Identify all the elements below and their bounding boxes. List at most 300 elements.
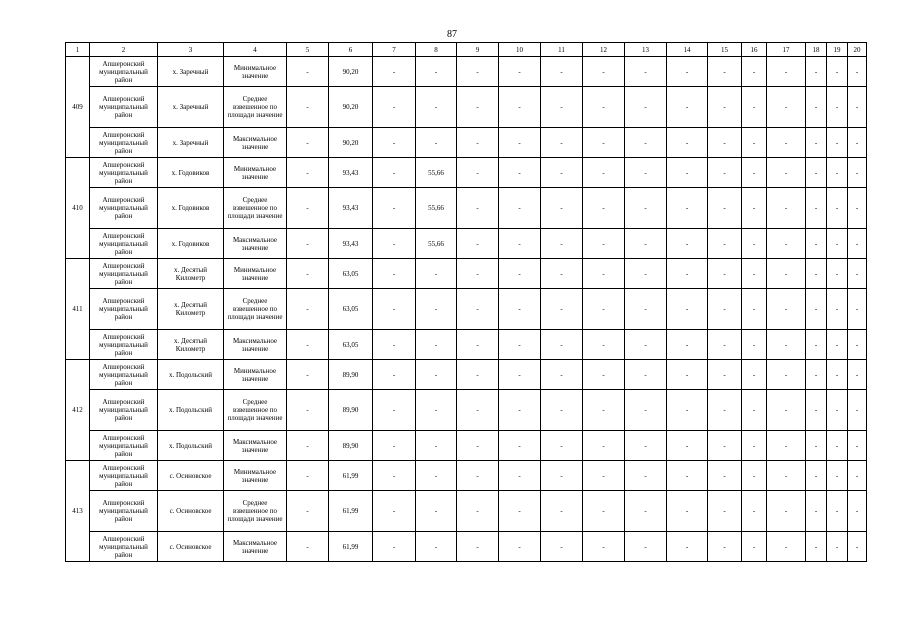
value-cell: - xyxy=(848,87,867,128)
value-cell: - xyxy=(848,491,867,532)
value-cell: - xyxy=(457,491,499,532)
value-cell: - xyxy=(767,229,806,259)
value-cell: - xyxy=(457,57,499,87)
value-type-cell: Среднее взвешенное по площади значение xyxy=(224,390,287,431)
value-cell: - xyxy=(827,289,848,330)
value-cell: - xyxy=(667,431,708,461)
value-cell: - xyxy=(583,289,625,330)
column-header: 14 xyxy=(667,43,708,57)
value-cell: - xyxy=(708,128,742,158)
value-cell: - xyxy=(457,289,499,330)
value-cell: - xyxy=(583,532,625,562)
table-row xyxy=(66,289,867,330)
value-cell: - xyxy=(742,360,767,390)
district-cell: Апшеронский муниципальный район xyxy=(90,57,158,87)
value-cell: - xyxy=(457,128,499,158)
column-header: 4 xyxy=(224,43,287,57)
value-cell: - xyxy=(499,229,541,259)
value-cell: - xyxy=(457,259,499,289)
value-cell: - xyxy=(583,259,625,289)
value-cell: - xyxy=(708,491,742,532)
value-cell: - xyxy=(667,491,708,532)
value-cell: - xyxy=(667,390,708,431)
value-cell: - xyxy=(848,461,867,491)
value-cell: - xyxy=(708,360,742,390)
district-cell: Апшеронский муниципальный район xyxy=(90,390,158,431)
column-header: 20 xyxy=(848,43,867,57)
value-cell: - xyxy=(625,360,667,390)
value-cell: - xyxy=(806,491,827,532)
table-row xyxy=(66,57,867,87)
value-cell: - xyxy=(373,289,416,330)
value-cell: - xyxy=(457,390,499,431)
value-cell: - xyxy=(457,360,499,390)
value-cell: - xyxy=(287,259,329,289)
value-cell: - xyxy=(827,461,848,491)
value-cell: - xyxy=(499,128,541,158)
value-cell: - xyxy=(827,188,848,229)
value-cell: - xyxy=(416,87,457,128)
value-cell: - xyxy=(541,289,583,330)
table-row xyxy=(66,431,867,461)
column-header: 19 xyxy=(827,43,848,57)
value-cell: - xyxy=(583,330,625,360)
value-cell: - xyxy=(499,158,541,188)
value-cell: - xyxy=(827,390,848,431)
value-cell: - xyxy=(767,259,806,289)
column-header: 8 xyxy=(416,43,457,57)
value-type-cell: Максимальное значение xyxy=(224,128,287,158)
value-cell: - xyxy=(373,390,416,431)
value-cell: - xyxy=(373,259,416,289)
value-cell: - xyxy=(767,128,806,158)
value-cell: - xyxy=(541,57,583,87)
column-header: 5 xyxy=(287,43,329,57)
table-row xyxy=(66,330,867,360)
district-cell: Апшеронский муниципальный район xyxy=(90,188,158,229)
row-number-cell: 411 xyxy=(66,259,90,360)
value-cell: - xyxy=(373,57,416,87)
value-cell: - xyxy=(806,461,827,491)
value-cell: - xyxy=(708,259,742,289)
district-cell: Апшеронский муниципальный район xyxy=(90,289,158,330)
data-table xyxy=(65,42,867,562)
row-number-cell: 409 xyxy=(66,57,90,158)
value-cell: - xyxy=(767,57,806,87)
column-header: 17 xyxy=(767,43,806,57)
value-cell: - xyxy=(541,390,583,431)
settlement-cell: х. Заречный xyxy=(158,57,224,87)
value-cell: - xyxy=(742,532,767,562)
value-cell: - xyxy=(827,532,848,562)
value-type-cell: Максимальное значение xyxy=(224,431,287,461)
value-cell: - xyxy=(416,431,457,461)
value-cell: - xyxy=(708,188,742,229)
settlement-cell: х. Заречный xyxy=(158,128,224,158)
value-type-cell: Минимальное значение xyxy=(224,259,287,289)
value-cell: - xyxy=(373,188,416,229)
value-cell: - xyxy=(583,128,625,158)
value-cell: - xyxy=(499,188,541,229)
value-cell: 90,20 xyxy=(329,128,373,158)
value-cell: - xyxy=(625,57,667,87)
value-cell: - xyxy=(287,57,329,87)
row-number-cell: 410 xyxy=(66,158,90,259)
value-cell: - xyxy=(742,57,767,87)
column-header: 18 xyxy=(806,43,827,57)
column-header: 16 xyxy=(742,43,767,57)
value-type-cell: Среднее взвешенное по площади значение xyxy=(224,188,287,229)
value-cell: - xyxy=(827,57,848,87)
table-row xyxy=(66,229,867,259)
value-cell: - xyxy=(541,330,583,360)
settlement-cell: х. Десятый Километр xyxy=(158,289,224,330)
value-cell: - xyxy=(742,390,767,431)
value-cell: - xyxy=(499,431,541,461)
value-cell: - xyxy=(767,330,806,360)
page-number: 87 xyxy=(447,29,457,40)
district-cell: Апшеронский муниципальный район xyxy=(90,158,158,188)
value-cell: - xyxy=(416,461,457,491)
value-cell: - xyxy=(827,330,848,360)
value-cell: - xyxy=(667,259,708,289)
value-cell: - xyxy=(667,229,708,259)
value-cell: - xyxy=(625,229,667,259)
value-cell: - xyxy=(667,188,708,229)
value-cell: - xyxy=(848,229,867,259)
table-row xyxy=(66,87,867,128)
value-cell: - xyxy=(416,289,457,330)
value-cell: - xyxy=(541,431,583,461)
value-cell: - xyxy=(848,188,867,229)
value-type-cell: Максимальное значение xyxy=(224,229,287,259)
value-cell: - xyxy=(287,158,329,188)
value-cell: 55,66 xyxy=(416,229,457,259)
value-cell: - xyxy=(806,188,827,229)
value-cell: - xyxy=(625,128,667,158)
value-cell: - xyxy=(767,431,806,461)
table-row xyxy=(66,158,867,188)
value-cell: 89,90 xyxy=(329,431,373,461)
settlement-cell: с. Осиновское xyxy=(158,461,224,491)
value-cell: - xyxy=(667,158,708,188)
value-cell: - xyxy=(708,87,742,128)
value-cell: - xyxy=(667,330,708,360)
district-cell: Апшеронский муниципальный район xyxy=(90,431,158,461)
value-cell: 63,05 xyxy=(329,289,373,330)
value-cell: - xyxy=(373,532,416,562)
header-row xyxy=(66,43,867,57)
value-cell: - xyxy=(848,431,867,461)
district-cell: Апшеронский муниципальный район xyxy=(90,491,158,532)
value-cell: - xyxy=(742,128,767,158)
table-row xyxy=(66,360,867,390)
value-cell: 55,66 xyxy=(416,188,457,229)
value-cell: - xyxy=(373,461,416,491)
value-cell: - xyxy=(806,259,827,289)
value-cell: - xyxy=(708,57,742,87)
settlement-cell: х. Десятый Километр xyxy=(158,330,224,360)
value-cell: - xyxy=(625,461,667,491)
value-cell: - xyxy=(416,491,457,532)
district-cell: Апшеронский муниципальный район xyxy=(90,360,158,390)
value-cell: - xyxy=(767,188,806,229)
value-cell: - xyxy=(499,87,541,128)
value-cell: - xyxy=(583,188,625,229)
value-cell: - xyxy=(827,128,848,158)
value-cell: - xyxy=(373,229,416,259)
value-cell: 93,43 xyxy=(329,188,373,229)
column-header: 1 xyxy=(66,43,90,57)
value-type-cell: Минимальное значение xyxy=(224,158,287,188)
value-cell: - xyxy=(667,532,708,562)
value-cell: - xyxy=(827,158,848,188)
value-cell: - xyxy=(583,158,625,188)
value-cell: - xyxy=(416,57,457,87)
value-cell: - xyxy=(583,229,625,259)
value-cell: - xyxy=(667,289,708,330)
value-cell: - xyxy=(848,259,867,289)
value-cell: - xyxy=(457,532,499,562)
value-cell: - xyxy=(767,461,806,491)
district-cell: Апшеронский муниципальный район xyxy=(90,229,158,259)
table-row xyxy=(66,390,867,431)
value-cell: - xyxy=(416,360,457,390)
value-cell: - xyxy=(667,87,708,128)
value-cell: - xyxy=(625,330,667,360)
value-cell: - xyxy=(416,259,457,289)
value-cell: - xyxy=(287,229,329,259)
value-cell: - xyxy=(583,491,625,532)
value-cell: 89,90 xyxy=(329,390,373,431)
value-cell: - xyxy=(499,491,541,532)
column-header: 15 xyxy=(708,43,742,57)
value-cell: - xyxy=(767,491,806,532)
value-type-cell: Минимальное значение xyxy=(224,360,287,390)
value-cell: - xyxy=(806,229,827,259)
value-cell: - xyxy=(287,491,329,532)
value-cell: - xyxy=(625,390,667,431)
value-cell: - xyxy=(848,57,867,87)
value-cell: - xyxy=(806,330,827,360)
value-cell: - xyxy=(708,158,742,188)
column-header: 2 xyxy=(90,43,158,57)
value-cell: - xyxy=(541,128,583,158)
value-cell: - xyxy=(848,158,867,188)
value-cell: - xyxy=(541,491,583,532)
value-cell: - xyxy=(625,532,667,562)
value-cell: - xyxy=(287,128,329,158)
value-cell: - xyxy=(827,259,848,289)
value-cell: - xyxy=(373,431,416,461)
column-header: 6 xyxy=(329,43,373,57)
value-cell: - xyxy=(848,390,867,431)
value-cell: - xyxy=(457,87,499,128)
value-cell: 61,99 xyxy=(329,532,373,562)
value-cell: - xyxy=(742,87,767,128)
value-cell: - xyxy=(499,330,541,360)
value-cell: - xyxy=(541,461,583,491)
district-cell: Апшеронский муниципальный район xyxy=(90,259,158,289)
value-cell: 61,99 xyxy=(329,491,373,532)
value-type-cell: Среднее взвешенное по площади значение xyxy=(224,289,287,330)
value-cell: - xyxy=(625,87,667,128)
settlement-cell: с. Осиновское xyxy=(158,532,224,562)
value-cell: - xyxy=(373,128,416,158)
column-header: 11 xyxy=(541,43,583,57)
value-cell: - xyxy=(767,360,806,390)
value-cell: - xyxy=(373,158,416,188)
value-cell: - xyxy=(827,431,848,461)
value-cell: - xyxy=(373,491,416,532)
column-header: 7 xyxy=(373,43,416,57)
value-type-cell: Минимальное значение xyxy=(224,57,287,87)
settlement-cell: х. Годовиков xyxy=(158,188,224,229)
column-header: 13 xyxy=(625,43,667,57)
value-cell: - xyxy=(373,87,416,128)
table-body xyxy=(66,57,867,562)
value-cell: - xyxy=(742,461,767,491)
value-cell: - xyxy=(742,491,767,532)
column-header: 9 xyxy=(457,43,499,57)
settlement-cell: х. Годовиков xyxy=(158,229,224,259)
value-cell: - xyxy=(541,259,583,289)
value-cell: - xyxy=(373,330,416,360)
value-cell: 63,05 xyxy=(329,259,373,289)
column-header: 3 xyxy=(158,43,224,57)
value-cell: - xyxy=(848,330,867,360)
value-cell: - xyxy=(667,57,708,87)
table-row xyxy=(66,491,867,532)
value-cell: - xyxy=(767,87,806,128)
table-row xyxy=(66,128,867,158)
column-header: 10 xyxy=(499,43,541,57)
value-cell: - xyxy=(848,360,867,390)
value-cell: 93,43 xyxy=(329,158,373,188)
value-cell: - xyxy=(708,330,742,360)
value-cell: - xyxy=(767,289,806,330)
value-cell: - xyxy=(583,390,625,431)
value-cell: - xyxy=(742,229,767,259)
value-cell: - xyxy=(742,259,767,289)
value-cell: - xyxy=(806,87,827,128)
value-cell: - xyxy=(583,461,625,491)
value-cell: - xyxy=(806,360,827,390)
table-row xyxy=(66,259,867,289)
value-cell: - xyxy=(806,158,827,188)
value-cell: - xyxy=(416,532,457,562)
settlement-cell: х. Подольский xyxy=(158,431,224,461)
value-cell: - xyxy=(708,289,742,330)
district-cell: Апшеронский муниципальный район xyxy=(90,87,158,128)
value-cell: - xyxy=(541,87,583,128)
value-cell: - xyxy=(499,259,541,289)
value-cell: - xyxy=(806,57,827,87)
value-cell: - xyxy=(806,431,827,461)
value-cell: - xyxy=(457,188,499,229)
table-row xyxy=(66,461,867,491)
value-cell: - xyxy=(767,532,806,562)
value-cell: - xyxy=(583,360,625,390)
value-cell: - xyxy=(625,188,667,229)
value-cell: - xyxy=(457,461,499,491)
value-cell: - xyxy=(827,229,848,259)
value-cell: - xyxy=(499,57,541,87)
value-cell: - xyxy=(708,431,742,461)
value-cell: 63,05 xyxy=(329,330,373,360)
column-header: 12 xyxy=(583,43,625,57)
value-cell: - xyxy=(625,491,667,532)
value-cell: - xyxy=(767,158,806,188)
value-cell: - xyxy=(742,431,767,461)
value-cell: - xyxy=(541,229,583,259)
value-cell: - xyxy=(625,259,667,289)
value-cell: - xyxy=(848,532,867,562)
value-cell: - xyxy=(373,360,416,390)
value-cell: - xyxy=(742,330,767,360)
value-cell: - xyxy=(708,532,742,562)
value-cell: - xyxy=(416,390,457,431)
value-cell: - xyxy=(287,87,329,128)
value-cell: - xyxy=(625,431,667,461)
value-cell: - xyxy=(541,360,583,390)
value-cell: - xyxy=(541,158,583,188)
district-cell: Апшеронский муниципальный район xyxy=(90,128,158,158)
value-cell: - xyxy=(806,128,827,158)
value-cell: - xyxy=(287,390,329,431)
value-cell: - xyxy=(541,532,583,562)
value-type-cell: Минимальное значение xyxy=(224,461,287,491)
value-cell: - xyxy=(499,532,541,562)
value-cell: - xyxy=(827,87,848,128)
value-cell: - xyxy=(457,431,499,461)
value-type-cell: Максимальное значение xyxy=(224,330,287,360)
value-type-cell: Среднее взвешенное по площади значение xyxy=(224,87,287,128)
settlement-cell: х. Заречный xyxy=(158,87,224,128)
value-cell: - xyxy=(499,360,541,390)
value-cell: - xyxy=(767,390,806,431)
value-cell: - xyxy=(541,188,583,229)
value-cell: - xyxy=(287,188,329,229)
district-cell: Апшеронский муниципальный район xyxy=(90,330,158,360)
settlement-cell: х. Подольский xyxy=(158,360,224,390)
value-cell: 93,43 xyxy=(329,229,373,259)
value-type-cell: Среднее взвешенное по площади значение xyxy=(224,491,287,532)
value-cell: - xyxy=(667,360,708,390)
value-cell: - xyxy=(806,390,827,431)
value-cell: - xyxy=(287,289,329,330)
value-cell: 55,66 xyxy=(416,158,457,188)
table-row xyxy=(66,532,867,562)
value-cell: 90,20 xyxy=(329,57,373,87)
value-cell: - xyxy=(667,461,708,491)
value-cell: - xyxy=(499,289,541,330)
settlement-cell: с. Осиновское xyxy=(158,491,224,532)
settlement-cell: х. Подольский xyxy=(158,390,224,431)
value-cell: - xyxy=(416,330,457,360)
value-cell: - xyxy=(583,431,625,461)
settlement-cell: х. Десятый Километр xyxy=(158,259,224,289)
value-cell: - xyxy=(287,431,329,461)
value-cell: - xyxy=(827,491,848,532)
value-cell: - xyxy=(457,158,499,188)
value-cell: - xyxy=(457,330,499,360)
value-cell: - xyxy=(708,229,742,259)
value-cell: - xyxy=(287,360,329,390)
row-number-cell: 412 xyxy=(66,360,90,461)
value-cell: - xyxy=(806,289,827,330)
value-cell: - xyxy=(287,532,329,562)
